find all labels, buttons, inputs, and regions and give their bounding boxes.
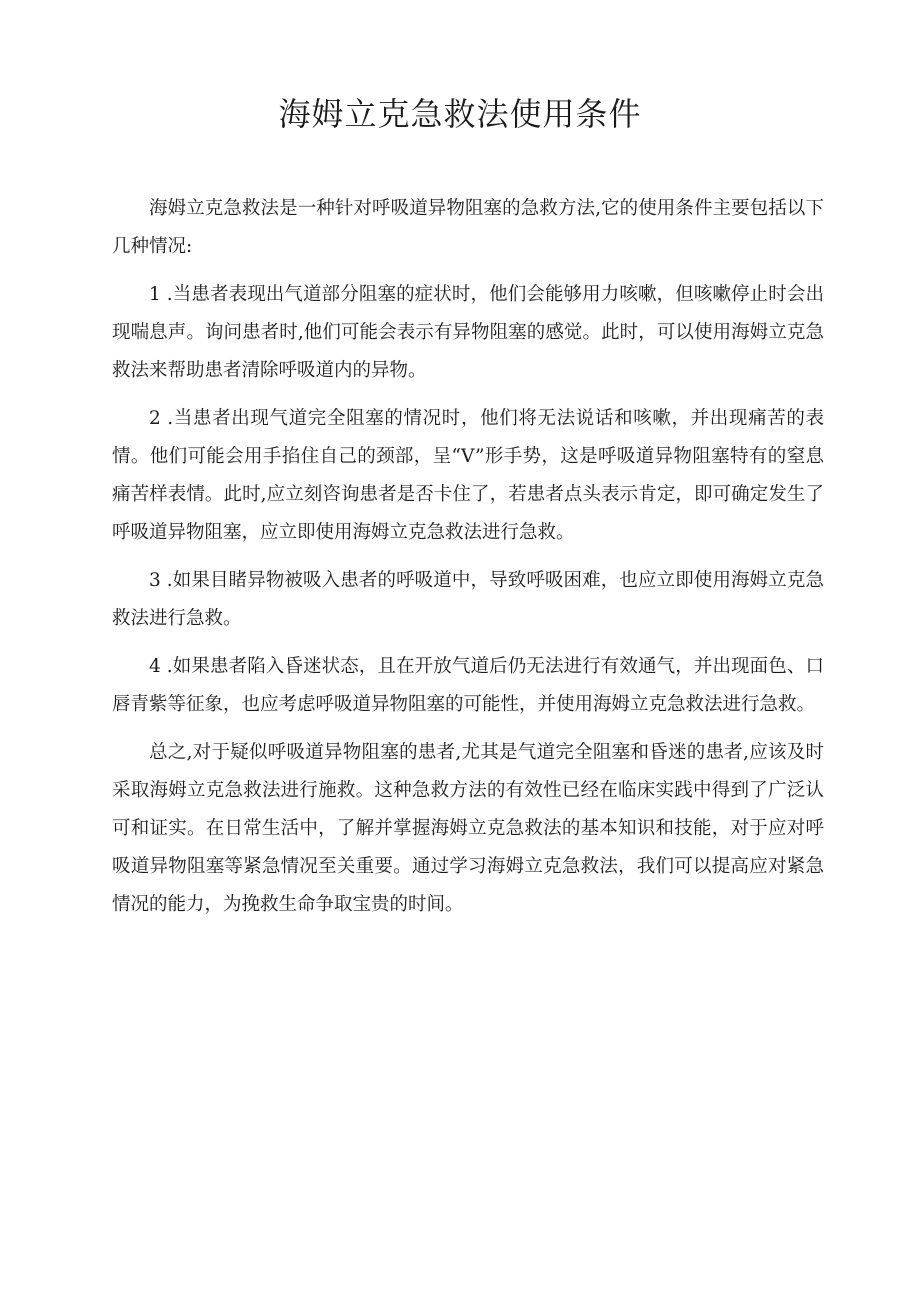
summary-paragraph: 总之,对于疑似呼吸道异物阻塞的患者,尤其是气道完全阻塞和昏迷的患者,应该及时采取海姆立克急救法进行施救。这种急救方法的有效性已经在临床实践中得到了广泛认可和证实。在日常生活中，了解并掌握海姆立克急救法的基本知识和技能，对于应对呼吸道异物阻塞等紧急情况至关重要。通过学习海姆立克急救法，我们可以提高应对紧急情况的能力，为挽救生命争取宝贵的时间。 [112, 742, 824, 915]
page-title: 海姆立克急救法使用条件 [278, 95, 642, 133]
intro-paragraph: 海姆立克急救法是一种针对呼吸道异物阻塞的急救方法,它的使用条件主要包括以下几种情况: [112, 198, 824, 257]
condition-1-paragraph: 1 .当患者表现出气道部分阻塞的症状时，他们会能够用力咳嗽，但咳嗽停止时会出现喘息声。询问患者时,他们可能会表示有异物阻塞的感觉。此时，可以使用海姆立克急救法来帮助患者清除呼吸道内的异物。 [112, 284, 824, 381]
document-body [112, 190, 824, 934]
condition-4-paragraph: 4 .如果患者陷入昏迷状态，且在开放气道后仍无法进行有效通气，并出现面色、口唇青紫等征象，也应考虑呼吸道异物阻塞的可能性，并使用海姆立克急救法进行急救。 [112, 656, 824, 715]
condition-3-paragraph: 3 .如果目睹异物被吸入患者的呼吸道中，导致呼吸困难，也应立即使用海姆立克急救法进行急救。 [112, 570, 824, 629]
condition-2-paragraph: 2 .当患者出现气道完全阻塞的情况时，他们将无法说话和咳嗽，并出现痛苦的表情。他们可能会用手掐住自己的颈部，呈“V”形手势，这是呼吸道异物阻塞特有的窒息痛苦样表情。此时,应立刻咨询患者是否卡住了，若患者点头表示肯定，即可确定发生了呼吸道异物阻塞，应立即使用海姆立克急救法进行急救。 [112, 408, 824, 543]
